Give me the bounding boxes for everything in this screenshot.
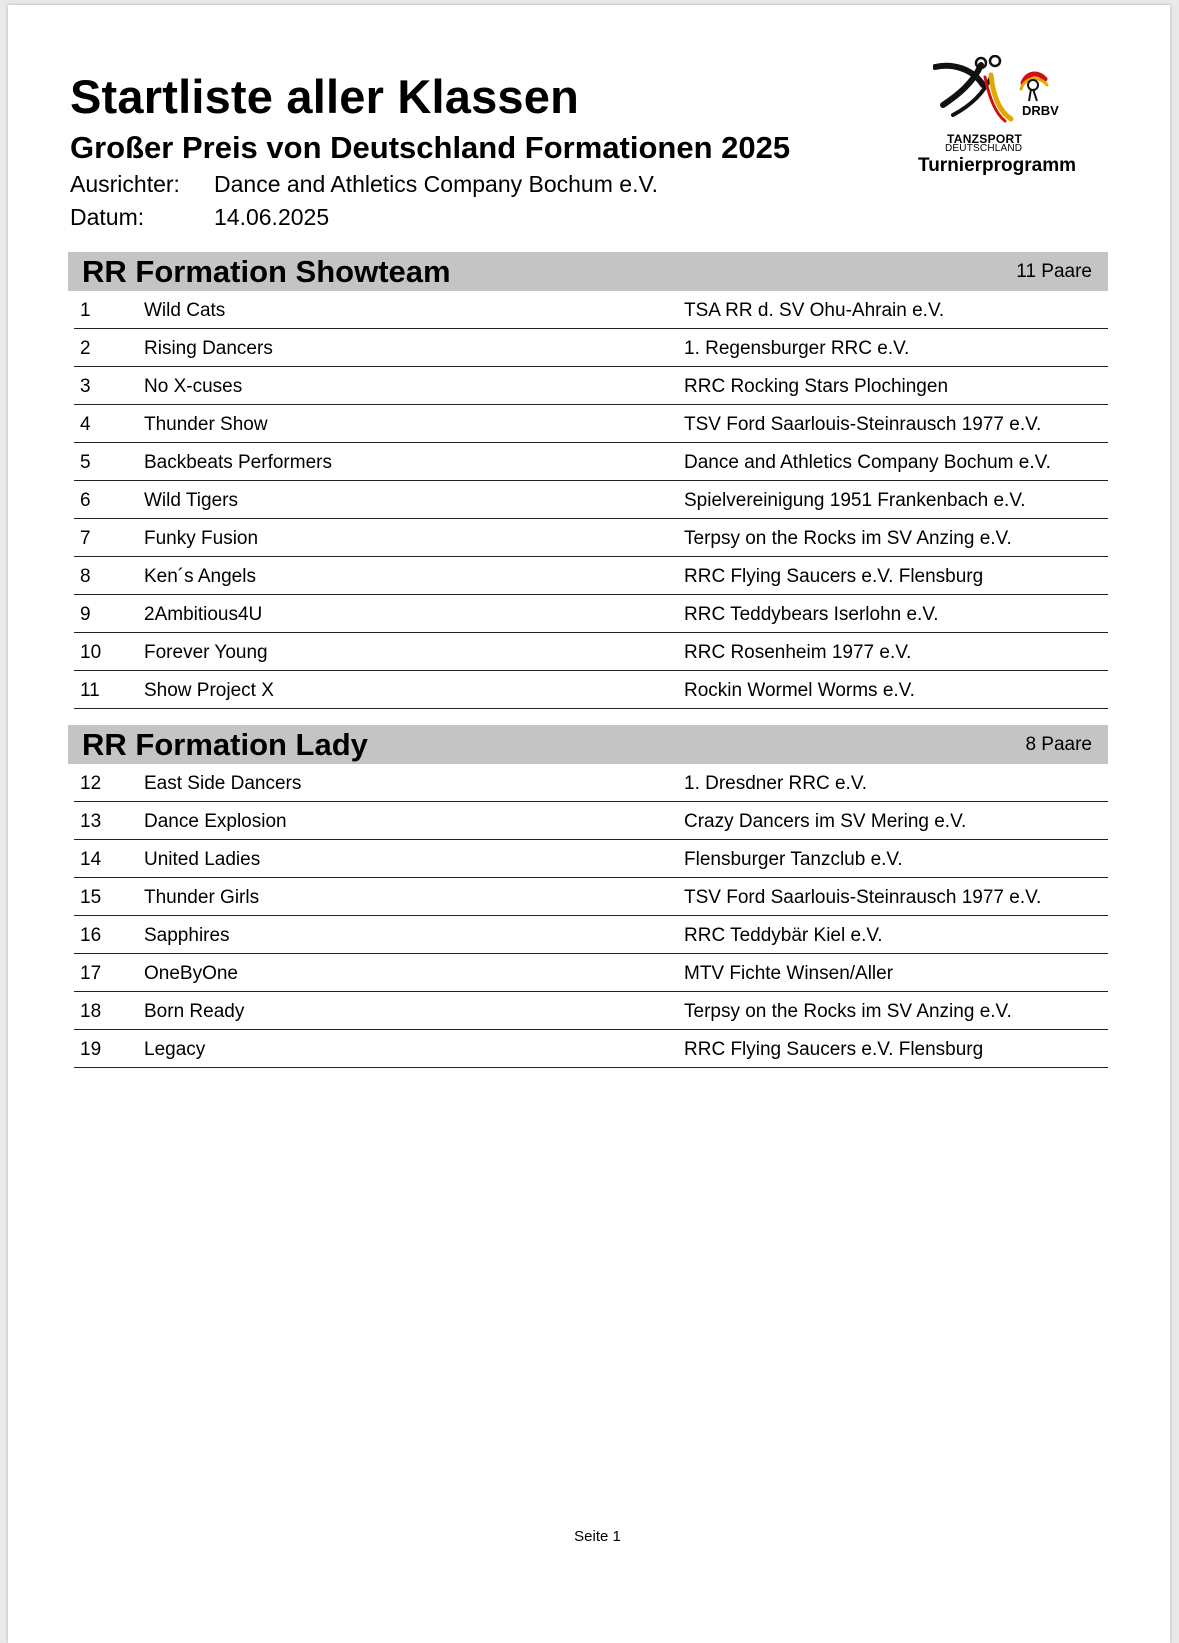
start-number: 14	[80, 849, 102, 870]
start-number: 19	[80, 1039, 102, 1060]
table-row	[74, 291, 1108, 329]
table-row	[74, 367, 1108, 405]
club-name: Dance and Athletics Company Bochum e.V.	[684, 452, 1051, 473]
table-row	[74, 519, 1108, 557]
club-name: RRC Flying Saucers e.V. Flensburg	[684, 1039, 984, 1060]
team-name: Born Ready	[144, 1001, 245, 1022]
team-name: OneByOne	[144, 963, 238, 984]
start-number: 1	[80, 300, 91, 321]
club-name: RRC Teddybär Kiel e.V.	[684, 925, 883, 946]
page-number: Seite 1	[574, 1528, 621, 1545]
team-name: No X-cuses	[144, 376, 243, 397]
dancers-logo-icon	[933, 55, 1063, 135]
drbv-label: DRBV	[1022, 103, 1059, 118]
table-row	[74, 916, 1108, 954]
club-name: TSV Ford Saarlouis-Steinrausch 1977 e.V.	[684, 414, 1042, 435]
team-name: Dance Explosion	[144, 811, 287, 832]
club-name: RRC Teddybears Iserlohn e.V.	[684, 604, 939, 625]
team-name: United Ladies	[144, 849, 261, 870]
start-number: 15	[80, 887, 102, 908]
start-number: 13	[80, 811, 102, 832]
team-name: Forever Young	[144, 642, 268, 663]
team-name: 2Ambitious4U	[144, 604, 263, 625]
start-number: 16	[80, 925, 102, 946]
team-name: Ken´s Angels	[144, 566, 256, 587]
club-name: Spielvereinigung 1951 Frankenbach e.V.	[684, 490, 1026, 511]
club-name: Terpsy on the Rocks im SV Anzing e.V.	[684, 1001, 1012, 1022]
document-page	[8, 5, 1170, 1643]
start-number: 17	[80, 963, 102, 984]
start-number: 5	[80, 452, 91, 473]
organizer-label: Ausrichter:	[70, 171, 180, 197]
start-number: 7	[80, 528, 91, 549]
team-name: East Side Dancers	[144, 773, 302, 794]
section-count: 8 Paare	[1025, 734, 1092, 755]
start-number: 6	[80, 490, 91, 511]
table-row	[74, 595, 1108, 633]
start-number: 10	[80, 642, 102, 663]
club-name: RRC Rocking Stars Plochingen	[684, 376, 949, 397]
start-number: 11	[80, 680, 100, 701]
team-name: Thunder Girls	[144, 887, 260, 908]
club-name: Flensburger Tanzclub e.V.	[684, 849, 903, 870]
section-header	[68, 252, 1108, 291]
team-name: Wild Tigers	[144, 490, 238, 511]
table-row	[74, 671, 1108, 709]
team-name: Thunder Show	[144, 414, 268, 435]
club-name: Crazy Dancers im SV Mering e.V.	[684, 811, 967, 832]
turnierprogramm-label: Turnierprogramm	[918, 155, 1077, 176]
team-name: Sapphires	[144, 925, 230, 946]
table-row	[74, 481, 1108, 519]
start-number: 12	[80, 773, 102, 794]
club-name: 1. Regensburger RRC e.V.	[684, 338, 910, 359]
table-row	[74, 633, 1108, 671]
club-name: TSV Ford Saarlouis-Steinrausch 1977 e.V.	[684, 887, 1042, 908]
team-name: Backbeats Performers	[144, 452, 332, 473]
page-subtitle: Großer Preis von Deutschland Formationen 2025	[70, 130, 791, 165]
table-row	[74, 557, 1108, 595]
team-name: Rising Dancers	[144, 338, 273, 359]
start-number: 9	[80, 604, 91, 625]
start-number: 8	[80, 566, 91, 587]
club-name: TSA RR d. SV Ohu-Ahrain e.V.	[684, 300, 945, 321]
club-name: RRC Rosenheim 1977 e.V.	[684, 642, 912, 663]
team-name: Wild Cats	[144, 300, 226, 321]
date-value: 14.06.2025	[214, 204, 330, 230]
tanzsport-logo	[913, 55, 1093, 185]
table-row	[74, 405, 1108, 443]
tanzsport-label: TANZSPORT	[947, 132, 1023, 146]
team-name: Funky Fusion	[144, 528, 259, 549]
table-row	[74, 954, 1108, 992]
club-name: 1. Dresdner RRC e.V.	[684, 773, 868, 794]
organizer-value: Dance and Athletics Company Bochum e.V.	[214, 171, 659, 197]
page-title: Startliste aller Klassen	[70, 70, 579, 123]
club-name: Rockin Wormel Worms e.V.	[684, 680, 915, 701]
section-lady	[68, 725, 1108, 1068]
section-count: 11 Paare	[1016, 261, 1092, 282]
table-row	[74, 764, 1108, 802]
club-name: Terpsy on the Rocks im SV Anzing e.V.	[684, 528, 1012, 549]
section-header	[68, 725, 1108, 764]
team-name: Show Project X	[144, 680, 274, 701]
table-row	[74, 802, 1108, 840]
table-row	[74, 329, 1108, 367]
table-row	[74, 443, 1108, 481]
club-name: RRC Flying Saucers e.V. Flensburg	[684, 566, 984, 587]
table-row	[74, 878, 1108, 916]
start-number: 4	[80, 414, 91, 435]
table-row	[74, 840, 1108, 878]
table-row	[74, 1030, 1108, 1068]
start-number: 2	[80, 338, 91, 359]
section-title: RR Formation Lady	[82, 727, 368, 762]
start-number: 3	[80, 376, 91, 397]
team-name: Legacy	[144, 1039, 206, 1060]
section-title: RR Formation Showteam	[82, 254, 451, 289]
section-showteam	[68, 252, 1108, 709]
date-label: Datum:	[70, 204, 145, 230]
deutschland-label: DEUTSCHLAND	[945, 143, 1023, 154]
club-name: MTV Fichte Winsen/Aller	[684, 963, 894, 984]
start-number: 18	[80, 1001, 102, 1022]
table-row	[74, 992, 1108, 1030]
